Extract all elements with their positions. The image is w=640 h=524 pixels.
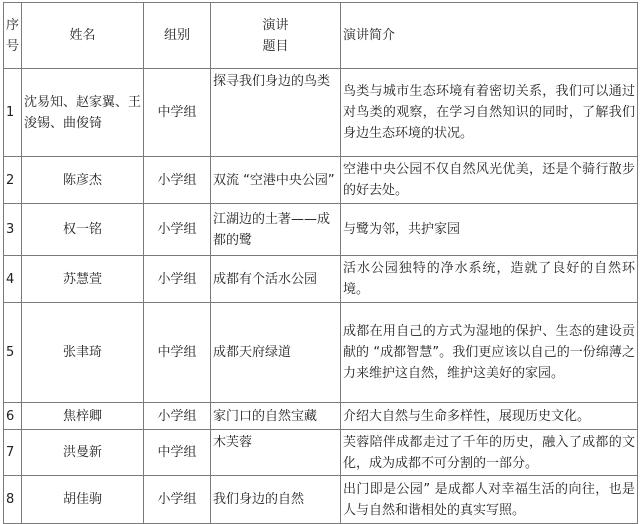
header-row: [4, 3, 638, 69]
header-group: 组别: [144, 3, 211, 69]
row-group: 小学组: [144, 403, 211, 430]
row-name: 焦梓卿: [22, 403, 144, 430]
row-name: 陈彦杰: [22, 157, 144, 204]
row-summary: 空港中央公园不仅自然风光优美，还是个骑行散步的好去处。: [341, 157, 638, 204]
row-topic: 成都天府绿道: [211, 303, 341, 403]
table-row: [4, 256, 638, 303]
row-summary: 成都在用自己的方式为湿地的保护、生态的建设贡献的 “成都智慧”。我们更应该以自己的一份绵薄之力来维护这自然，维护这美好的家园。: [341, 303, 638, 403]
table-row: [4, 430, 638, 476]
row-number: 5: [4, 303, 22, 403]
row-number: 2: [4, 157, 22, 204]
row-name: 权一铭: [22, 204, 144, 256]
row-topic: 我们身边的自然: [211, 476, 341, 524]
row-name: 沈易知、赵家翼、王浚锡、曲俊锜: [22, 69, 144, 157]
row-group: 中学组: [144, 430, 211, 476]
row-topic: 双流 “空港中央公园”: [211, 157, 341, 204]
row-group: 小学组: [144, 256, 211, 303]
table-row: [4, 303, 638, 403]
table-row: [4, 403, 638, 430]
table-row: [4, 204, 638, 256]
header-number: [4, 3, 22, 69]
table-row: [4, 476, 638, 524]
header-topic: [211, 3, 341, 69]
row-name: 苏慧萱: [22, 256, 144, 303]
row-topic: 木芙蓉: [211, 430, 341, 476]
row-topic: 探寻我们身边的鸟类: [211, 69, 341, 157]
header-name: 姓名: [22, 3, 144, 69]
table-header: [4, 3, 638, 69]
row-number: 8: [4, 476, 22, 524]
row-number: 7: [4, 430, 22, 476]
row-number: 4: [4, 256, 22, 303]
row-number: 3: [4, 204, 22, 256]
speech-list-table: [3, 2, 638, 524]
row-group: 小学组: [144, 204, 211, 256]
row-name: 洪曼新: [22, 430, 144, 476]
table-row: [4, 157, 638, 204]
row-topic: 家门口的自然宝藏: [211, 403, 341, 430]
row-group: 小学组: [144, 476, 211, 524]
row-name: 胡佳驹: [22, 476, 144, 524]
row-topic: 成都有个活水公园: [211, 256, 341, 303]
row-summary: 与鹭为邻，共护家园: [341, 204, 638, 256]
row-summary: 活水公园独特的净水系统，造就了良好的自然环境。: [341, 256, 638, 303]
header-number-line-1: 序: [6, 17, 20, 33]
header-summary: 演讲简介: [341, 3, 638, 69]
header-topic-line-2: 题目: [262, 38, 289, 54]
row-summary: 介绍大自然与生命多样性，展现历史文化。: [341, 403, 638, 430]
row-summary: 鸟类与城市生态环境有着密切关系，我们可以通过对鸟类的观察，在学习自然知识的同时，了解我们身边生态环境的状况。: [341, 69, 638, 157]
header-number-line-2: 号: [6, 38, 20, 54]
row-group: 中学组: [144, 303, 211, 403]
row-number: 1: [4, 69, 22, 157]
table-body: [4, 69, 638, 524]
row-name: 张聿琦: [22, 303, 144, 403]
row-summary: 芙蓉陪伴成都走过了千年的历史，融入了成都的文化，成为成都不可分割的一部分。: [341, 430, 638, 476]
row-group: 小学组: [144, 157, 211, 204]
row-number: 6: [4, 403, 22, 430]
row-group: 中学组: [144, 69, 211, 157]
row-summary: 出门即是公园” 是成都人对幸福生活的向往，也是人与自然和谐相处的真实写照。: [341, 476, 638, 524]
row-topic: 江湖边的土著——成都的鹭: [211, 204, 341, 256]
header-topic-line-1: 演讲: [262, 17, 289, 33]
table-row: [4, 69, 638, 157]
